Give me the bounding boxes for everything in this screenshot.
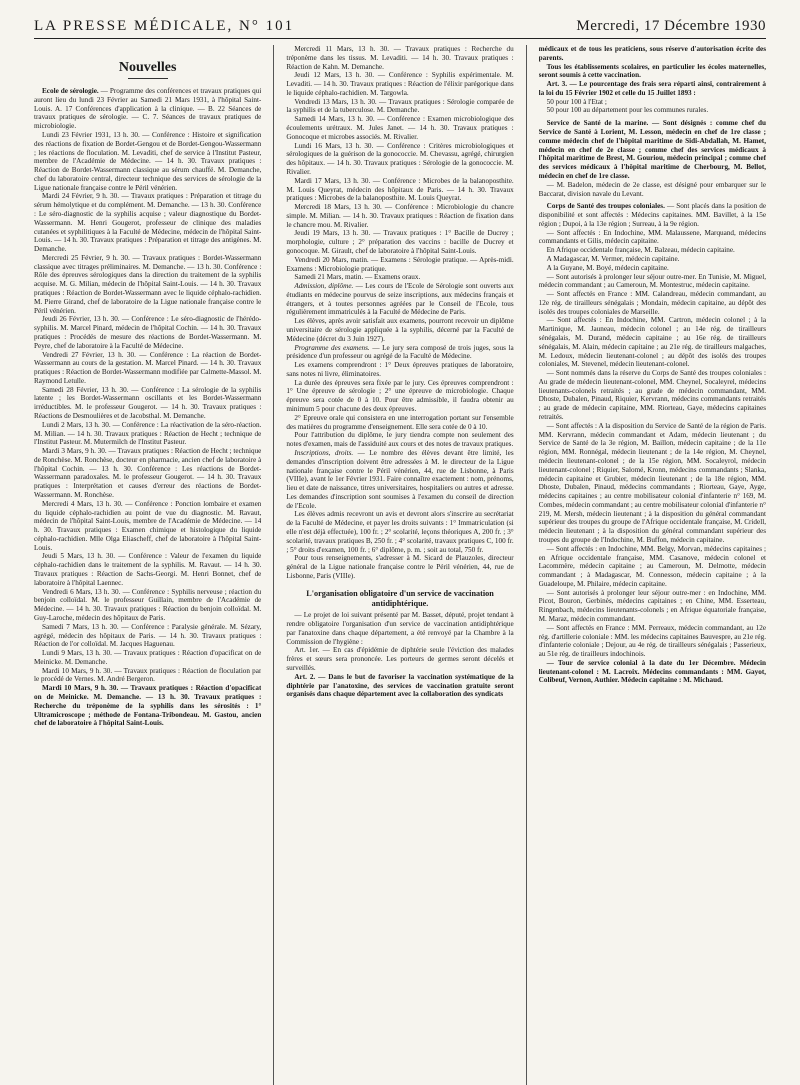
paragraph: Mercredi 4 Mars, 13 h. 30. — Conférence : Ponction lombaire et examen du liquide céphalo-rachidien au point de vue du diagnostic. M. Ravaut, médecin de l'hôpital Saint-Louis, membre de l'Académie de Médecine. — 14 h. 30. Travaux pratiques : Examen chimique et histologique du liquide céphalo-rachidien. Mlle Olga Eliascheff, chef de laboratoire à l'hôpital Saint-Louis. — [34, 499, 262, 552]
paragraph: Service de Santé de la marine. — Sont désignés : comme chef du Service de Santé à Lorient, M. Lesson, médecin en chef de 1re classe ; comme médecin chef de l'hôpital maritime de Sidi-Abdallah, M. Hamet, médecin en chef de 2e classe ; comme chef des services médicaux à l'hôpital maritime de Brest, M. Gouriou, médecin principal ; comme chef des services médicaux à l'hôpital maritime de Cherbourg, M. Bellot, médecin en chef de 1re classe. — [538, 119, 766, 180]
paragraph: Les examens comprendront : 1° Deux épreuves pratiques de laboratoire, sans notes ni livre, éliminatoires. — [286, 361, 514, 378]
paragraph: Lundi 9 Mars, 13 h. 30. — Travaux pratiques : Réaction d'opacificat on de Meinicke. M. Demanche. — [34, 649, 262, 666]
paragraph: — Sont affectés en France : MM. Perreaux, médecin commandant, au 12e rég. d'artillerie coloniale : MM. les médecins capitaines Bauvespre, au 21e rég. d'infanterie coloniale ; Dejour, au 4e rég. de tirailleurs sénégalais ; Passerieux, au 51e rég. de tirailleurs indochinois. — [538, 623, 766, 659]
paragraph: — Sont affectés : A la disposition du Service de Santé de la région de Paris. MM. Kervrann, médecin commandant et Adam, médecin lieutenant ; du Service de Santé de la 3e région, M. Baillon, médecin capitaine ; de la 11e région, MM. Ronnégal, médecin lieutenant ; de la 14e région, M. Cheynel, médecin lieutenant-colonel ; de la 15e région, MM. Socaleyrol, médecin lieutenant-colonel ; Riquier, Salomé, Kronn, médecins commandants ; Slanka, médecin capitaine et Grubier, médecin lieutenant ; de la 18e région, MM. Dhoste, Dubalen, Pinaud, médecins commandants ; Riorteau, Gaye, Ayge, médecins capitaines ; au centre mobilisateur colonial d'infanterie n° 169, M. Combes, médecin commandant ; au centre mobilisateur colonial d'infanterie n° 219, M. Mersh, médecin lieutenant ; à la disposition du général commandant supérieur des troupes du groupe de l'Afrique occidentale française, M. Cridell, médecin lieutenant ; à la disposition du général commandant supérieur des troupes du groupe de l'Indochine, M. Buffon, médecin capitaine. — [538, 421, 766, 544]
paragraph: Art. 3. — Le pourcentage des frais sera réparti ainsi, contrairement à la loi du 15 Février 1902 et celle du 15 Juillet 1893 : — [538, 80, 766, 97]
paragraph: Mercredi 18 Mars, 13 h. 30. — Conférence : Microbiologie du chancre simple. M. Milian. — 14 h. 30. Travaux pratiques : Réaction de fixation dans le chancre mou. M. Rivalier. — [286, 203, 514, 229]
paragraph: Admission, diplôme. — Les cours de l'Ecole de Sérologie sont ouverts aux étudiants en médecine pourvus de seize inscriptions, aux médecins français et étrangers, et à toutes personnes agréées par le Conseil de l'Ecole, tous régulièrement immatriculés à la Faculté de Médecine de Paris. — [286, 282, 514, 317]
paragraph: Art. 2. — Dans le but de favoriser la vaccination systématique de la diphtérie par l'anatoxine, des services de vaccination gratuite seront organisés dans chaque département avec la collaboration des syndicats — [286, 672, 514, 699]
paragraph: Mercredi 11 Mars, 13 h. 30. — Travaux pratiques : Recherche du tréponème dans les tissus. M. Levaditi. — 14 h. 30. Travaux pratiques : Réaction de Kahn. M. Demanche. — [286, 45, 514, 71]
column-2 — [286, 45, 513, 1085]
column-3 — [539, 45, 766, 1085]
paragraph: Mardi 24 Février, 9 h. 30. — Travaux pratiques : Préparation et titrage du sérum hémolytique et du complément. M. Demanche. — 13 h. 30. Conférence : Le séro-diagnostic de la syphilis acquise ; valeur diagnostique du Bordet-Wassermann. M. Henri Gougerot, professeur de clinique des maladies cutanées et syphilitiques à la Faculté de Médecine, médecin de l'hôpital Saint-Louis. — 14 h. 30. Travaux pratiques : Préparation et titrage des antigènes. M. Demanche. — [34, 192, 262, 254]
paragraph: Jeudi 26 Février, 13 h. 30. — Conférence : Le séro-diagnostic de l'hérédo-syphilis. M. Marcel Pinard, médecin de l'hôpital Cochin. — 14 h. 30. Travaux pratiques : Procédés de mesure des réactions de Bordet-Wassermann. M. Peyre, chef de laboratoire à la Faculté de Médecine. — [34, 315, 262, 350]
paragraph: 2° Epreuve orale qui consistera en une interrogation portant sur l'ensemble des matières du programme d'enseignement. Elle sera cotée de 0 à 10. — [286, 413, 514, 431]
paragraph: Pour l'attribution du diplôme, le jury tiendra compte non seulement des notes d'examen, mais de l'assiduité aux cours et des notes de travaux pratiques. — [286, 431, 514, 449]
paragraph: — Tour de service colonial à la date du 1er Décembre. Médecin lieutenant-colonel : M. Lacroix. Médecins commandants : MM. Gayot, Colibeuf, Vernon, Authier. Médecin capitaine : M. Michaud. — [538, 658, 766, 685]
paragraph: Art. 1er. — En cas d'épidémie de diphtérie seule l'éviction des malades frères et sœurs sera prononcée. Les porteurs de germes seront décelés et surveillés. — [286, 646, 514, 673]
paragraph: — Sont affectés : En Indochine, MM. Malaussene, Marquand, médecins commandants et Gilis, médecin capitaine. — [538, 228, 766, 246]
paragraph: — Sont autorisés à prolonger leur séjour outre-mer. En Tunisie, M. Miguel, médecin commandant ; au Cameroun, M. Montestruc, médecin capitaine. — [538, 272, 766, 290]
paragraph: Samedi 7 Mars, 13 h. 30. — Conférence : Paralysie générale. M. Sézary, agrégé, médecin des hôpitaux de Paris. — 14 h. 30. Travaux pratiques : Réaction de l'or colloïdal. M. Jacques Haguenau. — [34, 622, 262, 649]
paragraph: Corps de Santé des troupes coloniales. — Sont placés dans la position de disponibilité et sont affectés : Médecins capitaines. MM. Bavillet, à la 15e région ; Dupoi, à la 13e région ; Surreau, à la 9e région. — [538, 202, 766, 228]
paragraph: — Sont autorisés à prolonger leur séjour outre-mer : en Indochine, MM. Picot, Bouron, Gerbinès, médecins capitaines ; en Chine, MM. Esserteau, Ringenbach, médecins lieutenants-colonels ; en Afrique équatoriale française, M. Maraz, médecin commandant. — [538, 588, 766, 623]
column-rule — [273, 45, 274, 1085]
paragraph: Lundi 23 Février 1931, 13 h. 30. — Conférence : Histoire et signification des réactions de fixation de Bordet-Gengou et de Bordet-Gengou-Wassermann ; les réactions de floculation. M. Levaditi, chef de service à l'Institut Pasteur, membre de l'Académie de Médecine. — 14 h. 30. Travaux pratiques : Réaction de Bordet-Wassermann classique au sérum chauffé. M. Demanche, chef du laboratoire central, directeur technique des services de sérologie de la Ligue nationale française contre le Péril vénérien. — [34, 130, 262, 192]
section-title: Nouvelles — [118, 60, 177, 75]
paragraph: — Le projet de loi suivant présenté par M. Basset, député, projet tendant à rendre obligatoire l'organisation d'un service de vaccination antidiphtérique par l'anatoxine dans chaque département, a été renvoyé par la Chambre à la Commission de l'hygiène : — [286, 611, 514, 646]
paragraph: Lundi 16 Mars, 13 h. 30. — Conférence : Critères microbiologiques et sérologiques de la guérison de la gonococcie. M. Chevassu, agrégé, chirurgien des hôpitaux. — 14 h. 30. Travaux pratiques : Sérologie de la gonococcie. M. Rivalier. — [286, 141, 514, 176]
columns — [34, 45, 766, 1085]
issue-date: Mercredi, 17 Décembre 1930 — [576, 18, 766, 34]
paragraph: — Sont nommés dans la réserve du Corps de Santé des troupes coloniales : Au grade de médecin lieutenant-colonel, MM. Cheynel, Socaleyrel, médecins lieutenants-colonels retraités ; au grade de médecin commandant, MM. Dhoste, Dubalen, Pinaud, Riquier, Kervrann, médecins commandants retraités ; au grade de médecin capitaine, MM. Riorteau, Gaye, médecins capitaines retraités. — [538, 369, 766, 422]
column-rule — [526, 45, 527, 1085]
paragraph: Samedi 14 Mars, 13 h. 30. — Conférence : Examen microbiologique des écoulements urétraux. M. Jules Janet. — 14 h. 30. Travaux pratiques : Gonocoque et microbes associés. M. Rivalier. — [286, 115, 514, 141]
paragraph: Vendredi 6 Mars, 13 h. 30. — Conférence : Syphilis nerveuse ; réaction du benjoin colloïdal. M. le professeur Guillain, membre de l'Académie de Médecine. — 14 h. 30. Travaux pratiques : Réaction du benjoin colloïdal. M. Guy-Laroche, médecin des hôpitaux de Paris. — [34, 587, 262, 622]
paragraph: Pour tous renseignements, s'adresser à M. Sicard de Plauzoles, directeur général de la Ligue nationale française contre le Péril vénérien, 44, rue de Lisbonne, Paris (VIIIe). — [286, 554, 514, 580]
paragraph: Les élèves admis recevront un avis et devront alors s'inscrire au secrétariat de la Faculté de Médecine, et payer les droits suivants : 1° Immatriculation (si elle n'est déjà effectuée), 100 fr. ; 2° scolarité, leçons théoriques A, 200 fr. ; 3° scolarité, travaux pratiques B, 250 fr. ; 4° scolarité, travaux pratiques C, 100 fr. ; 5° droits d'examen, 100 fr. ; 6° diplôme, p. m. ; soit au total, 750 fr. — [286, 510, 514, 554]
paragraph: 50 pour 100 au département pour les communes rurales. — [546, 106, 709, 115]
paragraph: Lundi 2 Mars, 13 h. 30. — Conférence : La réactivation de la séro-réaction. M. Milian. — 14 h. 30. Travaux pratiques : Réaction de Hecht ; technique de l'Institut Pasteur. M. Mutermilch de l'Institut Pasteur. — [34, 420, 262, 447]
paragraph: Tous les établissements scolaires, en particulier les écoles maternelles, seront soumis à cette vaccination. — [538, 62, 766, 80]
article-heading: L'organisation obligatoire d'un service de vaccination antidiphtérique. — [306, 588, 494, 608]
paragraph: — Sont affectés : en Indochine, MM. Belgy, Morvan, médecins capitaines ; en Afrique occidentale française, MM. Casanove, médecin colonel et Lacommère, médecin capitaine ; au Cameroun, M. Delmotte, médecin commandant ; à Madagascar, M. Connesson, médecin capitaine ; à la Guadeloupe, M. Philaire, médecin capitaine. — [538, 544, 766, 588]
column-1 — [34, 45, 261, 1085]
paragraph: — Sont affectés en France : MM. Calandreau, médecin commandant, au 12e rég. de tirailleurs sénégalais ; Mondain, médecin capitaine, au dépôt des isolés des troupes coloniales de Marseille. — [538, 290, 766, 316]
paragraph: La durée des épreuves sera fixée par le jury. Ces épreuves comprendront : 1° Une épreuve de sérologie ; 2° une épreuve de microbiologie. Chaque épreuve sera cotée de 0 à 10. Pour être admissible, il faudra obtenir au minimum 5 pour chacune des deux épreuves. — [286, 378, 514, 414]
paragraph: Programme des examens. — Le jury sera composé de trois juges, sous la présidence d'un professeur ou agrégé de la Faculté de Médecine. — [286, 343, 514, 361]
paragraph: — M. Badelon, médecin de 2e classe, est désigné pour embarquer sur le Baccarat, division navale du Levant. — [538, 180, 766, 198]
paragraph: — Sont affectés : En Indochine, MM. Cartron, médecin colonel ; à la Martinique, M. Jauneau, médecin colonel ; au 14e rég. de tirailleurs sénégalais, M. Durand, médecin capitaine ; au 16e rég. de tirailleurs sénégalais, M. Alain, médecin capitaine ; au 21e rég. de tirailleurs malgaches, M. Ledoux, médecin lieutenant-colonel ; au dépôt des isolés des troupes coloniales, M. Stevenel, médecin lieutenant-colonel. — [538, 316, 766, 369]
paragraph: Mardi 3 Mars, 9 h. 30. — Travaux pratiques : Réaction de Hecht ; technique de Ronchèse. M. Ronchèse, docteur en pharmacie, ancien chef de laboratoire à l'hôpital Cochin. — 13 h. 30. Conférence : Les réactions de Bordet-Wassermann paradoxales. M. le professeur Gougerot. — 14 h. 30. Travaux pratiques : Interprétation et causes d'erreur des réactions de Bordet-Wassermann. M. Ronchèse. — [34, 447, 262, 500]
paragraph: médicaux et de tous les praticiens, sous réserve d'autorisation écrite des parents. — [538, 45, 766, 62]
paragraph: 50 pour 100 à l'Etat ; — [546, 97, 607, 106]
paragraph: En Afrique occidentale française, M. Balzeau, médecin capitaine. — [546, 246, 735, 255]
paragraph: Jeudi 19 Mars, 13 h. 30. — Travaux pratiques : 1° Bacille de Ducrey ; morphologie, culture ; 2° préparation des vaccins : bacille de Ducrey et gonocoque. M. Girault, chef de laboratoire à l'hôpital Saint-Louis. — [286, 229, 514, 255]
paragraph: Mardi 10 Mars, 9 h. 30. — Travaux pratiques : Réaction de floculation par le procédé de Vernes. M. André Bergeron. — [34, 666, 262, 684]
paragraph: Vendredi 20 Mars, matin. — Examens : Sérologie pratique. — Après-midi. Examens : Microbiologie pratique. — [286, 255, 514, 273]
paragraph: Vendredi 13 Mars, 13 h. 30. — Travaux pratiques : Sérologie comparée de la syphilis et de la tuberculose. M. Demanche. — [286, 97, 514, 115]
running-head — [34, 18, 766, 39]
paragraph: Samedi 21 Mars, matin. — Examens oraux. — [294, 273, 421, 282]
journal-title: LA PRESSE MÉDICALE, N° 101 — [34, 18, 295, 34]
paragraph: Inscriptions, droits. — Le nombre des élèves devant être limité, les demandes d'inscription doivent être adressées à M. le directeur de la Ligue nationale française contre le Péril vénérien, 44, rue de Lisbonne, à Paris (VIIIe), avant le 1er Février 1931. Faire connaître exactement : nom, prénoms, lieu et date de naissance, titres universitaires, hospitaliers ou autres et adresse. Les demandes d'inscription sont soumises à l'examen du conseil de direction de l'Ecole. — [286, 448, 514, 510]
paragraph: Vendredi 27 Février, 13 h. 30. — Conférence : La réaction de Bordet-Wassermann au cours de la gestation. M. Marcel Pinard. — 14 h. 30. Travaux pratiques : Réaction de Bordet-Wassermann modifiée par Calmette-Massol. M. Raymond Letulle. — [34, 350, 262, 385]
paragraph: Les élèves, après avoir satisfait aux examens, pourront recevoir un diplôme universitaire de sérologie appliquée à la syphilis, décerné par la Faculté de Médecine (décret du 3 Juin 1927). — [286, 317, 514, 343]
paragraph: Mardi 10 Mars, 9 h. 30. — Travaux pratiques : Réaction d'opacificat on de Meinicke. M. Demanche. — 13 h. 30. Travaux pratiques : Recherche du tréponème de la syphilis dans les sérosités : 1° Ultramicroscope ; méthode de Fontana-Tribondeau. M. Gastou, ancien chef de laboratoire à l'hôpital Saint-Louis. — [34, 684, 262, 728]
paragraph: Mercredi 25 Février, 9 h. 30. — Travaux pratiques : Bordet-Wassermann classique avec titrages préliminaires. M. Demanche. — 13 h. 30. Conférence : Rôle des épreuves sérologiques dans la direction du traitement de la syphilis acquise. M. G. Milian, médecin de l'hôpital Saint-Louis. — 14 h. 30. Travaux pratiques : Réaction de Bordet-Wassermann avec le liquide céphalo-rachidien. M. Pierre Girand, chef de laboratoire de la Ligue nationale française contre le Péril vénérien. — [34, 253, 262, 315]
section-title-rule — [128, 78, 168, 79]
paragraph: Jeudi 5 Mars, 13 h. 30. — Conférence : Valeur de l'examen du liquide céphalo-rachidien dans le traitement de la syphilis. M. Ravaut. — 14 h. 30. Travaux pratiques : Réaction de Sachs-Georgi. M. Henri Bonnet, chef de laboratoire à l'hôpital Laennec. — [34, 552, 262, 587]
paragraph: A la Guyane, M. Boyé, médecin capitaine. — [546, 263, 669, 272]
paragraph: Samedi 28 Février, 13 h. 30. — Conférence : La sérologie de la syphilis latente ; les Bordet-Wassermann oscillants et les Bordet-Wassermann irréductibles. M. le professeur Gougerot. — 14 h. 30. Travaux pratiques : Réactions de Desmoulières et de Jacobsthal. M. Demanche. — [34, 385, 262, 420]
paragraph: Jeudi 12 Mars, 13 h. 30. — Conférence : Syphilis expérimentale. M. Levaditi. — 14 h. 30. Travaux pratiques : Réaction de l'élixir parégorique dans le liquide céphalo-rachidien. M. Targowla. — [286, 71, 514, 97]
paragraph: A Madagascar, M. Vermer, médecin capitaine. — [546, 254, 680, 263]
paragraph: Mardi 17 Mars, 13 h. 30. — Conférence : Microbes de la balanoposthite. M. Louis Queyrat, médecin des hôpitaux de Paris. — 14 h. 30. Travaux pratiques : Microbes de la balanoposthite. M. Louis Queyrat. — [286, 176, 514, 203]
paragraph: Ecole de sérologie. — Programme des conférences et travaux pratiques qui auront lieu du lundi 23 Février au Samedi 21 Mars 1931, à l'hôpital Saint-Louis. A. 17 Conférences d'application à la clinique. — B. 22 Séances de travaux pratiques de sérologie. — C. 7. Séances de travaux pratiques de microbiologie. — [34, 87, 262, 131]
